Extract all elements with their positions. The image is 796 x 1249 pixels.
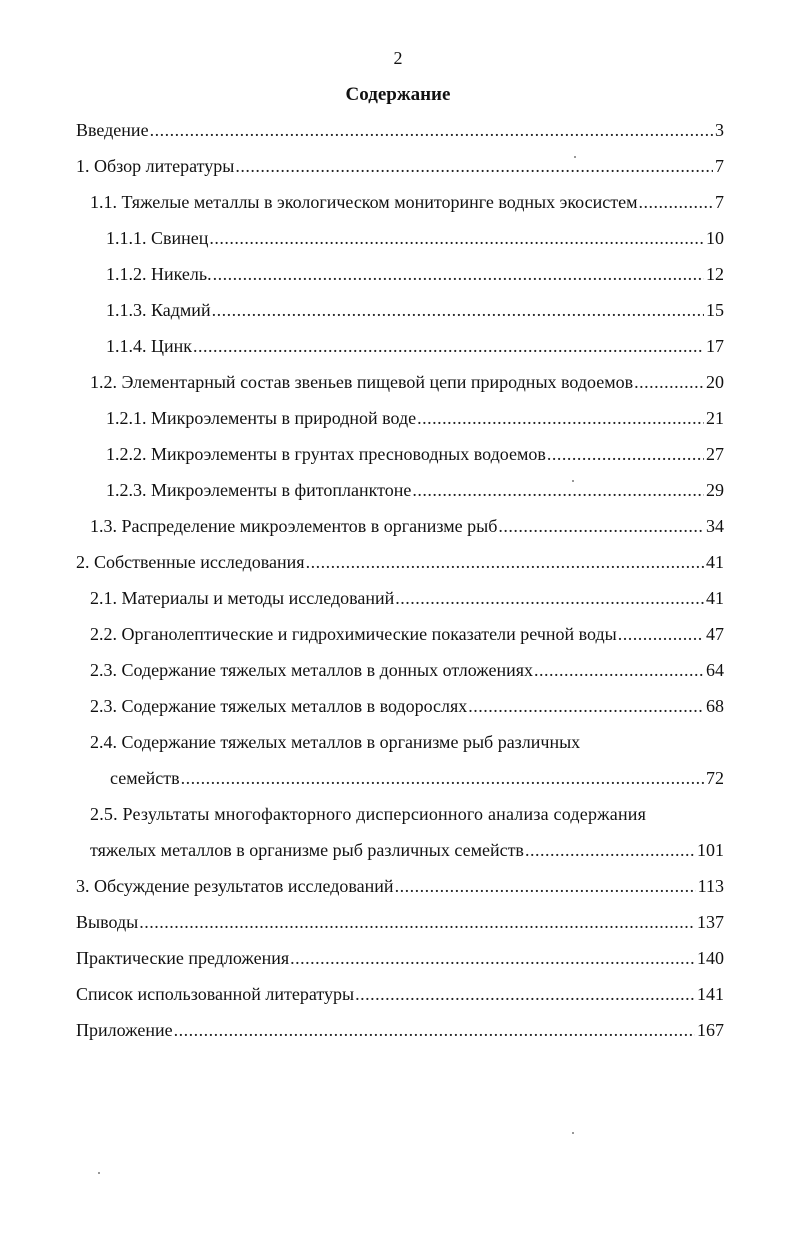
dot-leader bbox=[417, 400, 704, 436]
toc-entry-page: 113 bbox=[697, 876, 724, 896]
toc-entry-page: 7 bbox=[715, 156, 724, 176]
toc-entry-page: 29 bbox=[706, 480, 724, 500]
toc-entry-label: Практические предложения bbox=[76, 948, 290, 968]
toc-entry-label: Приложение bbox=[76, 1020, 173, 1040]
dot-leader bbox=[174, 1012, 695, 1048]
toc-entry-label: 1.2.2. Микроэлементы в грунтах пресноводных водоемов bbox=[106, 444, 546, 464]
toc-entry-page: 27 bbox=[706, 444, 724, 464]
toc-entry-page: 7 bbox=[715, 192, 724, 212]
toc-entry-label: 1.1. Тяжелые металлы в экологическом мониторинге водных экосистем bbox=[90, 192, 638, 212]
toc-entry-page: 20 bbox=[706, 372, 724, 392]
scan-speck bbox=[98, 1172, 100, 1174]
toc-entry-1-2-3 bbox=[0, 472, 796, 508]
toc-entry-label-line2: семейств bbox=[110, 768, 180, 788]
toc-entry-1-2-2 bbox=[0, 436, 796, 472]
toc-entry-page: 12 bbox=[706, 264, 724, 284]
toc-entry-1-2-1 bbox=[0, 400, 796, 436]
toc-entry-page: 68 bbox=[706, 696, 724, 716]
toc-entry-1-1-1 bbox=[0, 220, 796, 256]
toc-entry-label: 1.2.3. Микроэлементы в фитопланктоне bbox=[106, 480, 412, 500]
toc-entry-label: 2. Собственные исследования bbox=[76, 552, 305, 572]
page-number: 2 bbox=[393, 48, 403, 68]
toc-entry-page: 41 bbox=[706, 552, 724, 572]
dot-leader bbox=[468, 688, 704, 724]
dot-leader bbox=[412, 472, 704, 508]
toc-entry-1-1 bbox=[0, 184, 796, 220]
toc-entry-appendix bbox=[0, 1012, 796, 1048]
scan-speck bbox=[572, 480, 574, 482]
dot-leader bbox=[395, 868, 696, 904]
toc-entry-label: 2.3. Содержание тяжелых металлов в донных отложениях bbox=[90, 660, 534, 680]
toc-entry-page: 167 bbox=[697, 1020, 724, 1040]
toc-entry-label: 2.2. Органолептические и гидрохимические показатели речной воды bbox=[90, 624, 617, 644]
toc-entry-label: Выводы bbox=[76, 912, 139, 932]
toc-entry-1-1-2 bbox=[0, 256, 796, 292]
toc-entry-page: 17 bbox=[706, 336, 724, 356]
toc-entry-label: 1.2.1. Микроэлементы в природной воде bbox=[106, 408, 417, 428]
toc-entry-page: 10 bbox=[706, 228, 724, 248]
dot-leader bbox=[212, 292, 704, 328]
toc-title: Содержание bbox=[345, 84, 451, 105]
toc-entry-2-1 bbox=[0, 580, 796, 616]
dot-leader bbox=[150, 112, 713, 148]
toc-entry-label: 1. Обзор литературы bbox=[76, 156, 235, 176]
toc-entry-label: 2.3. Содержание тяжелых металлов в водорослях bbox=[90, 696, 468, 716]
toc-entry-label: 1.1.3. Кадмий bbox=[106, 300, 211, 320]
toc-entry-page: 141 bbox=[697, 984, 724, 1004]
dot-leader bbox=[209, 220, 704, 256]
toc-entry-page: 64 bbox=[706, 660, 724, 680]
toc-entry-page: 137 bbox=[697, 912, 724, 932]
toc-entry-conclusions bbox=[0, 904, 796, 940]
toc-entry-label-line2: тяжелых металлов в организме рыб различных семейств bbox=[90, 840, 524, 860]
toc-entry-label-line1: 2.5. Результаты многофакторного дисперсионного анализа содержания bbox=[90, 804, 647, 824]
toc-entry-page: 72 bbox=[706, 768, 724, 788]
toc-entry-2-3a bbox=[0, 652, 796, 688]
dot-leader bbox=[618, 616, 704, 652]
toc-entry-1-3 bbox=[0, 508, 796, 544]
dot-leader bbox=[306, 544, 704, 580]
toc-entry-1-2 bbox=[0, 364, 796, 400]
toc-entry-page: 3 bbox=[715, 120, 724, 140]
dot-leader bbox=[525, 832, 695, 868]
toc-entry-label-line1: 2.4. Содержание тяжелых металлов в организме рыб различных bbox=[90, 732, 581, 752]
dot-leader bbox=[181, 760, 704, 796]
toc-entry-2 bbox=[0, 544, 796, 580]
toc-entry-page: 34 bbox=[706, 516, 724, 536]
toc-entry-2-3b bbox=[0, 688, 796, 724]
toc-entry-page: 140 bbox=[697, 948, 724, 968]
dot-leader bbox=[498, 508, 704, 544]
toc-entry-references bbox=[0, 976, 796, 1012]
scan-speck bbox=[574, 156, 576, 158]
dot-leader bbox=[355, 976, 695, 1012]
dot-leader bbox=[290, 940, 695, 976]
dot-leader bbox=[213, 256, 704, 292]
dot-leader bbox=[139, 904, 695, 940]
dot-leader bbox=[534, 652, 704, 688]
toc-entry-label: Введение bbox=[76, 120, 149, 140]
toc-entry-label: Список использованной литературы bbox=[76, 984, 355, 1004]
toc-entry-2-2 bbox=[0, 616, 796, 652]
toc-entry-2-5 bbox=[0, 796, 796, 868]
toc-entry-page: 41 bbox=[706, 588, 724, 608]
dot-leader bbox=[547, 436, 704, 472]
toc-entry-page: 47 bbox=[706, 624, 724, 644]
toc-entry-page: 101 bbox=[697, 840, 724, 860]
toc-entry-practical-proposals bbox=[0, 940, 796, 976]
scan-speck bbox=[572, 1132, 574, 1134]
toc-entry-1-1-4 bbox=[0, 328, 796, 364]
dot-leader bbox=[193, 328, 704, 364]
toc-entry-label: 1.1.2. Никель. bbox=[106, 264, 212, 284]
toc-entry-label: 1.1.1. Свинец bbox=[106, 228, 209, 248]
toc-entry-3 bbox=[0, 868, 796, 904]
toc-entry-label: 1.2. Элементарный состав звеньев пищевой цепи природных водоемов bbox=[90, 372, 634, 392]
dot-leader bbox=[395, 580, 704, 616]
toc-entry-introduction bbox=[0, 112, 796, 148]
dot-leader bbox=[638, 184, 713, 220]
dot-leader bbox=[235, 148, 713, 184]
dot-leader bbox=[634, 364, 704, 400]
toc-entry-label: 2.1. Материалы и методы исследований bbox=[90, 588, 395, 608]
toc-entry-1 bbox=[0, 148, 796, 184]
toc-entry-page: 15 bbox=[706, 300, 724, 320]
toc-entry-label: 1.1.4. Цинк bbox=[106, 336, 193, 356]
toc-entry-1-1-3 bbox=[0, 292, 796, 328]
toc-entry-label: 1.3. Распределение микроэлементов в организме рыб bbox=[90, 516, 498, 536]
toc-entry-label: 3. Обсуждение результатов исследований bbox=[76, 876, 394, 896]
toc-entry-2-4 bbox=[0, 724, 796, 796]
toc-entry-page: 21 bbox=[706, 408, 724, 428]
